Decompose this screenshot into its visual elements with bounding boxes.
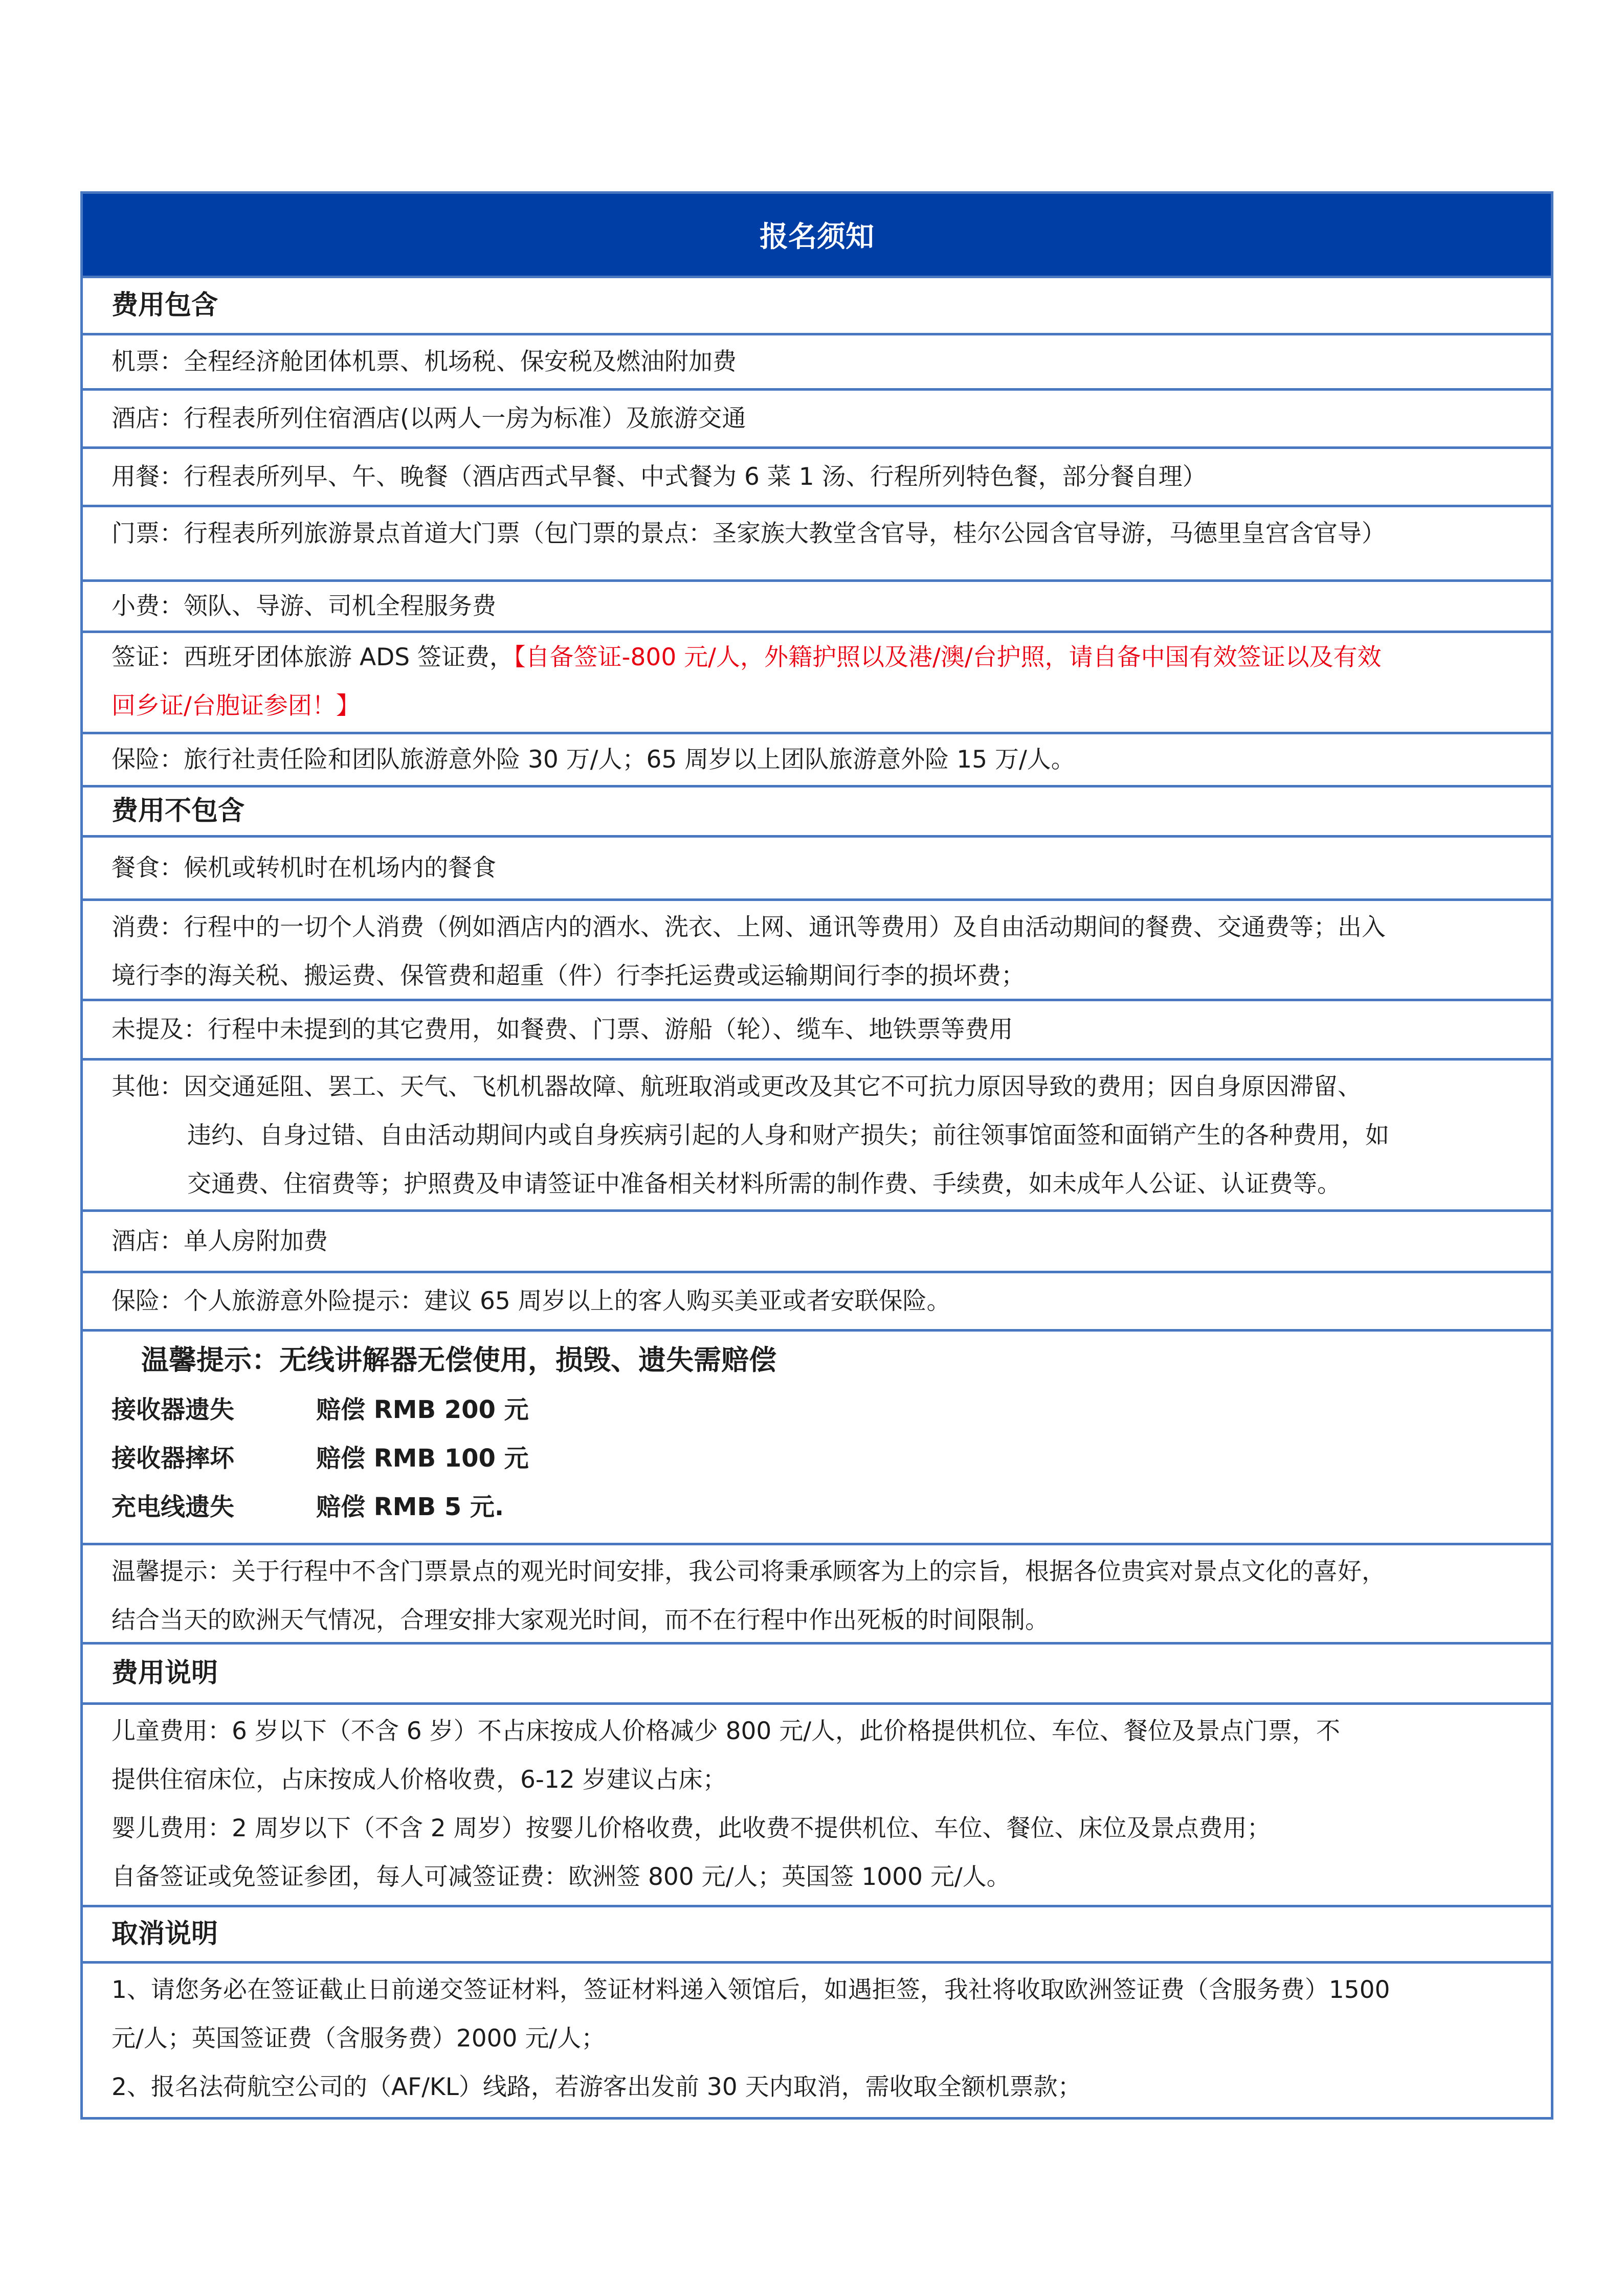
fee-explain-line: 儿童费用：6 岁以下（不含 6 岁）不占床按成人价格减少 800 元/人，此价格提供机位、车位、餐位及景点门票，不 <box>112 1717 1341 1745</box>
excluded-other-text-cont: 违约、自身过错、自由活动期间内或自身疾病引起的人身和财产损失；前往领事馆面签和面销产生的各种费用，如 <box>187 1121 1389 1150</box>
excluded-consumption-text-cont: 境行李的海关税、搬运费、保管费和超重（件）行李托运费或运输期间行李的损坏费； <box>112 962 1025 990</box>
visa-warning-note-cont: 回乡证/台胞证参团！】 <box>112 692 360 720</box>
warm-tip-item-price: 赔偿 RMB 200 元 <box>316 1395 529 1424</box>
warm-tip-item-price: 赔偿 RMB 100 元 <box>316 1444 529 1473</box>
warm-tip-heading: 温馨提示：无线讲解器无偿使用，损毁、遗失需赔偿 <box>141 1344 776 1376</box>
section-heading-fee-explain: 费用说明 <box>83 1645 1551 1705</box>
section-heading-excluded: 费用不包含 <box>83 787 1551 838</box>
section-heading-included: 费用包含 <box>83 278 1551 335</box>
warm-tip-item <box>112 1434 1544 1483</box>
excluded-other <box>83 1061 1551 1212</box>
excluded-other-text-cont2: 交通费、住宿费等；护照费及申请签证中准备相关材料所需的制作费、手续费，如未成年人公证、认证费等。 <box>187 1170 1341 1198</box>
warm-tip-item <box>112 1386 1544 1434</box>
included-admission-text: 门票：行程表所列旅游景点首道大门票（包门票的景点：圣家族大教堂含官导，桂尔公园含官导游，马德里皇宫含官导） <box>112 520 1386 548</box>
fee-explain-block <box>83 1705 1551 1907</box>
excluded-consumption <box>83 901 1551 1001</box>
warm-tip-note <box>83 1545 1551 1645</box>
warm-tip-item-name: 接收器遗失 <box>112 1395 235 1424</box>
fee-explain-line: 自备签证或免签证参团，每人可减签证费：欧洲签 800 元/人；英国签 1000 元/人。 <box>112 1863 1011 1891</box>
included-tips: 小费：领队、导游、司机全程服务费 <box>83 582 1551 633</box>
section-heading-cancel: 取消说明 <box>83 1907 1551 1964</box>
fee-explain-line: 提供住宿床位，占床按成人价格收费，6-12 岁建议占床； <box>112 1766 727 1794</box>
included-admission <box>83 507 1551 582</box>
cancel-block <box>83 1964 1551 2117</box>
included-ticket: 机票：全程经济舱团体机票、机场税、保安税及燃油附加费 <box>83 335 1551 391</box>
warm-tip-item-name: 接收器摔坏 <box>112 1444 235 1473</box>
excluded-insurance: 保险：个人旅游意外险提示：建议 65 周岁以上的客人购买美亚或者安联保险。 <box>83 1273 1551 1332</box>
excluded-unmentioned: 未提及：行程中未提到的其它费用，如餐费、门票、游船（轮）、缆车、地铁票等费用 <box>83 1001 1551 1061</box>
included-visa-label: 签证：西班牙团体旅游 ADS 签证费， <box>112 643 514 671</box>
warm-tip-note-text: 温馨提示：关于行程中不含门票景点的观光时间安排，我公司将秉承顾客为上的宗旨，根据各位贵宾对景点文化的喜好， <box>112 1558 1386 1586</box>
cancel-line: 元/人；英国签证费（含服务费）2000 元/人； <box>112 2024 606 2053</box>
warm-tip-block <box>83 1332 1551 1545</box>
included-meal: 用餐：行程表所列早、午、晚餐（酒店西式早餐、中式餐为 6 菜 1 汤、行程所列特色餐，部分餐自理） <box>83 449 1551 507</box>
included-visa <box>83 633 1551 734</box>
warm-tip-item-price: 赔偿 RMB 5 元. <box>316 1493 504 1521</box>
included-insurance: 保险：旅行社责任险和团队旅游意外险 30 万/人；65 周岁以上团队旅游意外险 15 万/人。 <box>83 734 1551 787</box>
fee-explain-line: 婴儿费用：2 周岁以下（不含 2 周岁）按婴儿价格收费，此收费不提供机位、车位、餐位、床位及景点费用； <box>112 1814 1271 1842</box>
warm-tip-note-text-cont: 结合当天的欧洲天气情况，合理安排大家观光时间，而不在行程中作出死板的时间限制。 <box>112 1606 1049 1634</box>
registration-notice-table <box>80 191 1553 2120</box>
cancel-line: 1、请您务必在签证截止日前递交签证材料，签证材料递入领馆后，如遇拒签，我社将收取欧洲签证费（含服务费）1500 <box>112 1976 1390 2004</box>
page-title: 报名须知 <box>83 194 1551 278</box>
included-hotel: 酒店：行程表所列住宿酒店(以两人一房为标准）及旅游交通 <box>83 391 1551 449</box>
cancel-line: 2、报名法荷航空公司的（AF/KL）线路，若游客出发前 30 天内取消，需收取全额机票款； <box>112 2073 1082 2101</box>
visa-warning-note: 【自备签证-800 元/人，外籍护照以及港/澳/台护照，请自备中国有效签证以及有效 <box>514 643 1382 671</box>
excluded-meals: 餐食：候机或转机时在机场内的餐食 <box>83 838 1551 901</box>
warm-tip-item <box>112 1483 1544 1532</box>
warm-tip-item-name: 充电线遗失 <box>112 1493 235 1521</box>
excluded-hotel: 酒店：单人房附加费 <box>83 1212 1551 1273</box>
excluded-other-text: 其他：因交通延阻、罢工、天气、飞机机器故障、航班取消或更改及其它不可抗力原因导致的费用；因自身原因滞留、 <box>112 1073 1362 1101</box>
excluded-consumption-text: 消费：行程中的一切个人消费（例如酒店内的酒水、洗衣、上网、通讯等费用）及自由活动期间的餐费、交通费等；出入 <box>112 913 1386 941</box>
